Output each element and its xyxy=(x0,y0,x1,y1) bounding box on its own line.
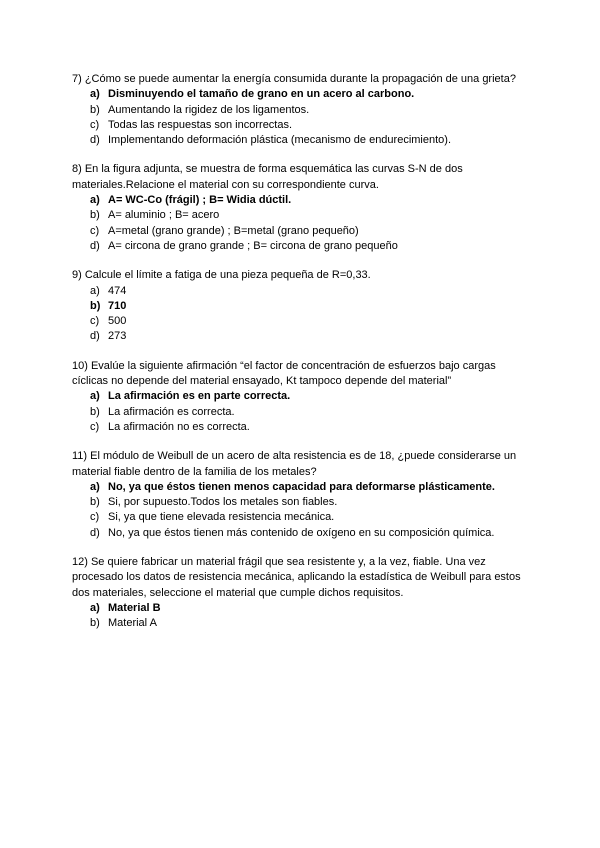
option-b xyxy=(72,495,532,510)
option-letter: a) xyxy=(90,601,100,614)
option-text: A= aluminio ; B= acero xyxy=(108,209,220,222)
option-c xyxy=(72,314,532,329)
option-c xyxy=(72,420,532,435)
option-d xyxy=(72,526,532,541)
option-b xyxy=(72,405,532,420)
option-text: A=metal (grano grande) ; B=metal (grano pequeño) xyxy=(108,224,359,237)
option-d xyxy=(72,329,532,344)
option-text: No, ya que éstos tienen más contenido de oxígeno en su composición química. xyxy=(108,526,495,539)
option-text: 500 xyxy=(108,315,127,328)
option-letter: b) xyxy=(90,405,100,418)
option-c xyxy=(72,224,532,239)
option-a xyxy=(72,389,532,404)
question-text: 10) Evalúe la siguiente afirmación “el factor de concentración de esfuerzos bajo cargas cíclicas no depende del material ensayado, Kt tampoco depende del material” xyxy=(72,359,496,388)
option-text: La afirmación es correcta. xyxy=(108,405,235,418)
question-text: 11) El módulo de Weibull de un acero de alta resistencia es de 18, ¿puede considerarse un material fiable dentro de la familia de los metales? xyxy=(72,450,517,478)
option-text: A= WC-Co (frágil) ; B= Widia dúctil. xyxy=(108,194,292,207)
option-letter: a) xyxy=(90,284,100,297)
option-list xyxy=(72,87,532,148)
option-text: A= circona de grano grande ; B= circona de grano pequeño xyxy=(108,239,398,252)
option-text: 273 xyxy=(108,330,127,343)
option-letter: d) xyxy=(90,134,100,147)
option-d xyxy=(72,239,532,254)
option-a xyxy=(72,601,532,616)
option-text: Si, por supuesto.Todos los metales son fiables. xyxy=(108,496,338,509)
option-list xyxy=(72,601,532,632)
question-text: 8) En la figura adjunta, se muestra de forma esquemática las curvas S-N de dos materiales.Relacione el material con su correspondiente curva. xyxy=(72,163,463,191)
option-text: Material A xyxy=(108,617,157,630)
option-list xyxy=(72,480,532,541)
option-b xyxy=(72,616,532,631)
option-letter: c) xyxy=(90,420,100,433)
option-a xyxy=(72,193,532,208)
option-d xyxy=(72,133,532,148)
option-letter: b) xyxy=(90,103,100,116)
option-text: Aumentando la rigidez de los ligamentos. xyxy=(108,103,310,116)
option-letter: c) xyxy=(90,511,100,524)
option-letter: c) xyxy=(90,315,100,328)
option-a xyxy=(72,87,532,102)
question-9 xyxy=(72,268,532,344)
option-letter: b) xyxy=(90,299,101,312)
option-letter: b) xyxy=(90,209,100,222)
document-page xyxy=(72,72,532,646)
question-7 xyxy=(72,72,532,148)
option-list xyxy=(72,193,532,254)
option-text: Disminuyendo el tamaño de grano en un acero al carbono. xyxy=(108,88,415,101)
question-11 xyxy=(72,449,532,541)
option-b xyxy=(72,103,532,118)
option-a xyxy=(72,480,532,495)
option-letter: c) xyxy=(90,118,100,131)
question-text: 12) Se quiere fabricar un material frágil que sea resistente y, a la vez, fiable. Una vez procesado los datos de resistencia mecánica, aplicando la estadística de Weibull para estos dos materiales, seleccione el material que cumple dichos requisitos. xyxy=(72,556,521,599)
option-text: Material B xyxy=(108,601,161,614)
option-text: 710 xyxy=(108,299,127,312)
option-letter: c) xyxy=(90,224,100,237)
option-letter: a) xyxy=(90,480,100,493)
option-letter: a) xyxy=(90,390,100,403)
option-list xyxy=(72,389,532,435)
question-8 xyxy=(72,162,532,254)
option-letter: b) xyxy=(90,617,100,630)
option-b xyxy=(72,208,532,223)
option-letter: d) xyxy=(90,239,100,252)
option-list xyxy=(72,284,532,345)
option-c xyxy=(72,118,532,133)
question-text: 7) ¿Cómo se puede aumentar la energía consumida durante la propagación de una grieta? xyxy=(72,73,516,85)
option-c xyxy=(72,510,532,525)
option-letter: a) xyxy=(90,194,100,207)
option-text: No, ya que éstos tienen menos capacidad para deformarse plásticamente. xyxy=(108,480,495,493)
option-text: La afirmación es en parte correcta. xyxy=(108,390,291,403)
option-text: Si, ya que tiene elevada resistencia mecánica. xyxy=(108,511,335,524)
option-letter: d) xyxy=(90,526,100,539)
option-text: Implementando deformación plástica (mecanismo de endurecimiento). xyxy=(108,134,452,147)
question-12 xyxy=(72,555,532,631)
option-a xyxy=(72,284,532,299)
question-10 xyxy=(72,359,532,435)
option-letter: a) xyxy=(90,88,100,101)
option-text: 474 xyxy=(108,284,127,297)
option-b xyxy=(72,299,532,314)
option-letter: b) xyxy=(90,496,100,509)
option-letter: d) xyxy=(90,330,100,343)
option-text: La afirmación no es correcta. xyxy=(108,420,250,433)
option-text: Todas las respuestas son incorrectas. xyxy=(108,118,293,131)
question-text: 9) Calcule el límite a fatiga de una pieza pequeña de R=0,33. xyxy=(72,269,371,282)
